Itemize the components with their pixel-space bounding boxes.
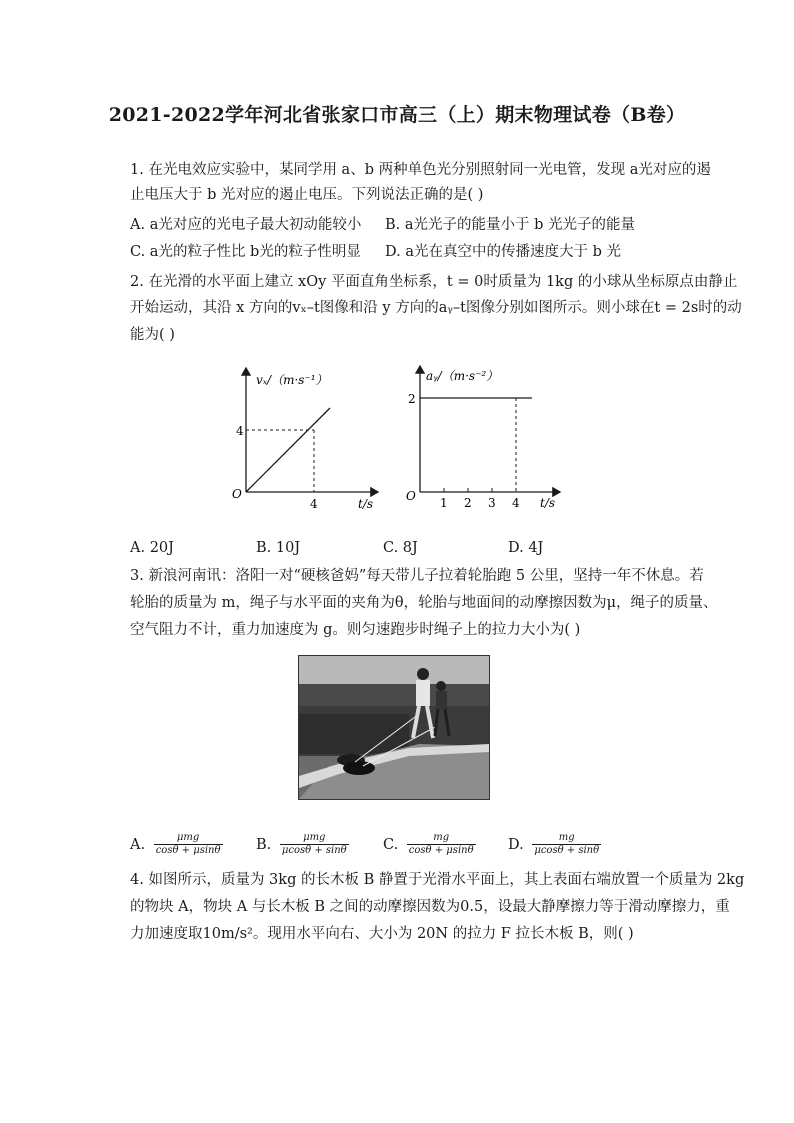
- q2-stem-line-2: 开始运动，其沿 x 方向的vₓ–t图像和沿 y 方向的aᵧ–t图像分别如图所示。则小球在t = 2s时的动: [130, 300, 742, 316]
- q2-stem-line-3: 能为( ): [130, 327, 175, 343]
- q4-stem-line-2: 的物块 A，物块 A 与长木板 B 之间的动摩擦因数为0.5，设最大静摩擦力等于滑动摩擦力，重: [130, 899, 730, 915]
- q3-stem-line-2: 轮胎的质量为 m，绳子与水平面的夹角为θ，轮胎与地面间的动摩擦因数为μ，绳子的质量、: [130, 595, 718, 611]
- q3-option-c-fraction: [407, 832, 476, 857]
- q4-stem-line-3: 力加速度取10m/s²。现用水平向右、大小为 20N 的拉力 F 拉长木板 B，则( ): [130, 926, 634, 942]
- vx-graph-origin: O: [232, 487, 242, 501]
- q3-stem-line-1: 3. 新浪河南讯：洛阳一对“硬核爸妈”每天带儿子拉着轮胎跑 5 公里，坚持一年不休息。若: [130, 568, 704, 584]
- ay-t-graph: [398, 360, 568, 520]
- q1-stem-line-1: 1. 在光电效应实验中，某同学用 a、b 两种单色光分别照射同一光电管，发现 a光对应的遏: [130, 162, 711, 178]
- q1-option-b: B. a光光子的能量小于 b 光光子的能量: [385, 217, 636, 233]
- q1-stem-line-2: 止电压大于 b 光对应的遏止电压。下列说法正确的是( ): [130, 187, 484, 203]
- ay-graph-ytick: 2: [408, 392, 416, 406]
- ay-graph-xlabel: t/s: [540, 496, 556, 510]
- q3-option-d-label: D.: [508, 836, 524, 853]
- q2-stem-line-1: 2. 在光滑的水平面上建立 xOy 平面直角坐标系，t = 0时质量为 1kg 的小球从坐标原点由静止: [130, 274, 738, 290]
- q3-option-a-fraction: [154, 832, 223, 857]
- ay-graph-xtick-2: 2: [464, 496, 472, 510]
- q1-option-d: D. a光在真空中的传播速度大于 b 光: [385, 244, 621, 260]
- q2-option-c: C. 8J: [383, 540, 418, 556]
- q1-option-a: A. a光对应的光电子最大初动能较小: [130, 217, 362, 233]
- vx-graph-data-line: [246, 408, 330, 492]
- ay-graph-origin: O: [406, 489, 416, 503]
- ay-graph-xtick-4: 4: [512, 496, 520, 510]
- q3-option-c: [383, 832, 476, 857]
- tire-running-photo: [298, 655, 490, 800]
- q3-option-b-denominator: μcosθ + sinθ: [281, 845, 347, 856]
- q3-option-a-numerator: μmg: [154, 832, 223, 845]
- q2-option-b: B. 10J: [256, 540, 301, 556]
- ay-graph-ylabel: aᵧ/（m·s⁻²）: [426, 369, 499, 383]
- vx-graph-xlabel: t/s: [358, 497, 374, 511]
- q3-option-c-denominator: cosθ + μsinθ: [408, 845, 474, 856]
- q3-option-d-fraction: [532, 832, 601, 857]
- q3-stem-line-3: 空气阻力不计，重力加速度为 g。则匀速跑步时绳子上的拉力大小为( ): [130, 622, 581, 638]
- q3-option-d-numerator: mg: [532, 832, 601, 845]
- q3-option-b-fraction: [280, 832, 349, 857]
- q3-option-b-numerator: μmg: [280, 832, 349, 845]
- q3-option-d: [508, 832, 601, 857]
- q3-option-b-label: B.: [256, 836, 272, 853]
- q3-option-a-denominator: cosθ + μsinθ: [155, 845, 221, 856]
- q2-option-d: D. 4J: [508, 540, 544, 556]
- q3-option-a: [130, 832, 223, 857]
- vx-graph-ytick: 4: [236, 424, 244, 438]
- q1-option-c: C. a光的粒子性比 b光的粒子性明显: [130, 244, 361, 260]
- q3-option-b: [256, 832, 349, 857]
- ay-graph-xtick-3: 3: [488, 496, 496, 510]
- q3-option-c-numerator: mg: [407, 832, 476, 845]
- page-title: 2021-2022学年河北省张家口市高三（上）期末物理试卷（B卷）: [108, 104, 686, 126]
- q3-option-c-label: C.: [383, 836, 399, 853]
- q3-option-a-label: A.: [130, 836, 146, 853]
- q2-option-a: A. 20J: [130, 540, 174, 556]
- vx-graph-ylabel: vₓ/（m·s⁻¹）: [256, 373, 328, 387]
- vx-graph-xtick: 4: [310, 497, 318, 511]
- vx-t-graph: [228, 360, 388, 520]
- q3-option-d-denominator: μcosθ + sinθ: [534, 845, 600, 856]
- ay-graph-xtick-1: 1: [440, 496, 448, 510]
- q4-stem-line-1: 4. 如图所示，质量为 3kg 的长木板 B 静置于光滑水平面上，其上表面右端放置一个质量为 2kg: [130, 872, 745, 888]
